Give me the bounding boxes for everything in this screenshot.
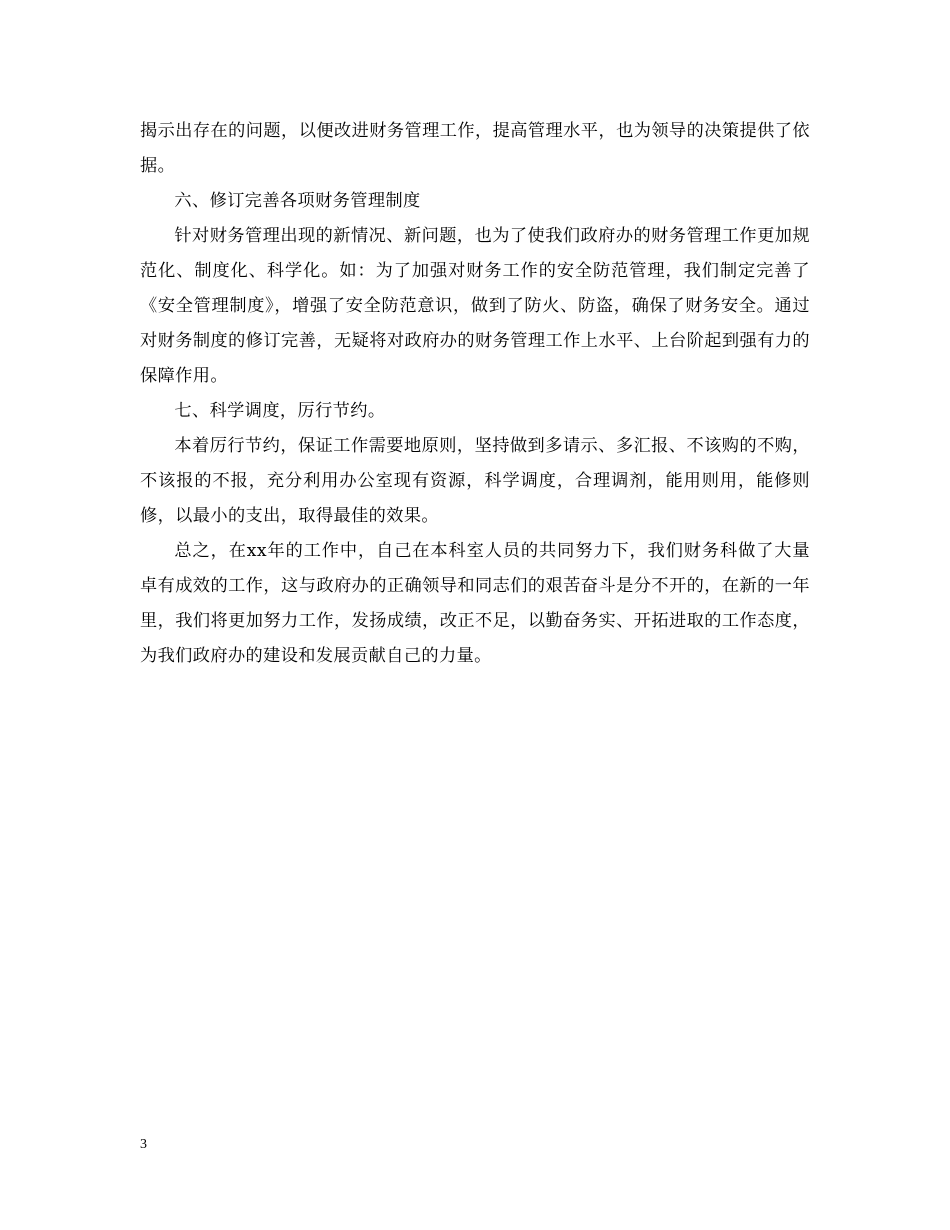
paragraph-frugality: 本着厉行节约，保证工作需要地原则，坚持做到多请示、多汇报、不该购的不购，不该报的不报，充分利用办公室现有资源，科学调度，合理调剂，能用则用，能修则修，以最小的支出，取得最佳的效果。 <box>140 436 810 526</box>
paragraph-financial-system: 针对财务管理出现的新情况、新问题，也为了使我们政府办的财务管理工作更加规范化、制度化、科学化。如：为了加强对财务工作的安全防范管理，我们制定完善了《安全管理制度》，增强了安全防范意识，做到了防火、防盗，确保了财务安全。通过对财务制度的修订完善，无疑将对政府办的财务管理工作上水平、上台阶起到强有力的保障作用。 <box>140 226 810 386</box>
document-body <box>140 114 810 674</box>
section-heading-seven: 七、科学调度，厉行节约。 <box>174 401 386 421</box>
page-number: 3 <box>140 1137 147 1152</box>
paragraph-conclusion: 总之，在xx年的工作中，自己在本科室人员的共同努力下，我们财务科做了大量卓有成效的工作，这与政府办的正确领导和同志们的艰苦奋斗是分不开的，在新的一年里，我们将更加努力工作，发扬成绩，改正不足，以勤奋务实、开拓进取的工作态度，为我们政府办的建设和发展贡献自己的力量。 <box>140 541 810 666</box>
paragraph-continuation: 揭示出存在的问题，以便改进财务管理工作，提高管理水平，也为领导的决策提供了依据。 <box>140 121 810 176</box>
section-heading-six: 六、修订完善各项财务管理制度 <box>174 191 421 211</box>
